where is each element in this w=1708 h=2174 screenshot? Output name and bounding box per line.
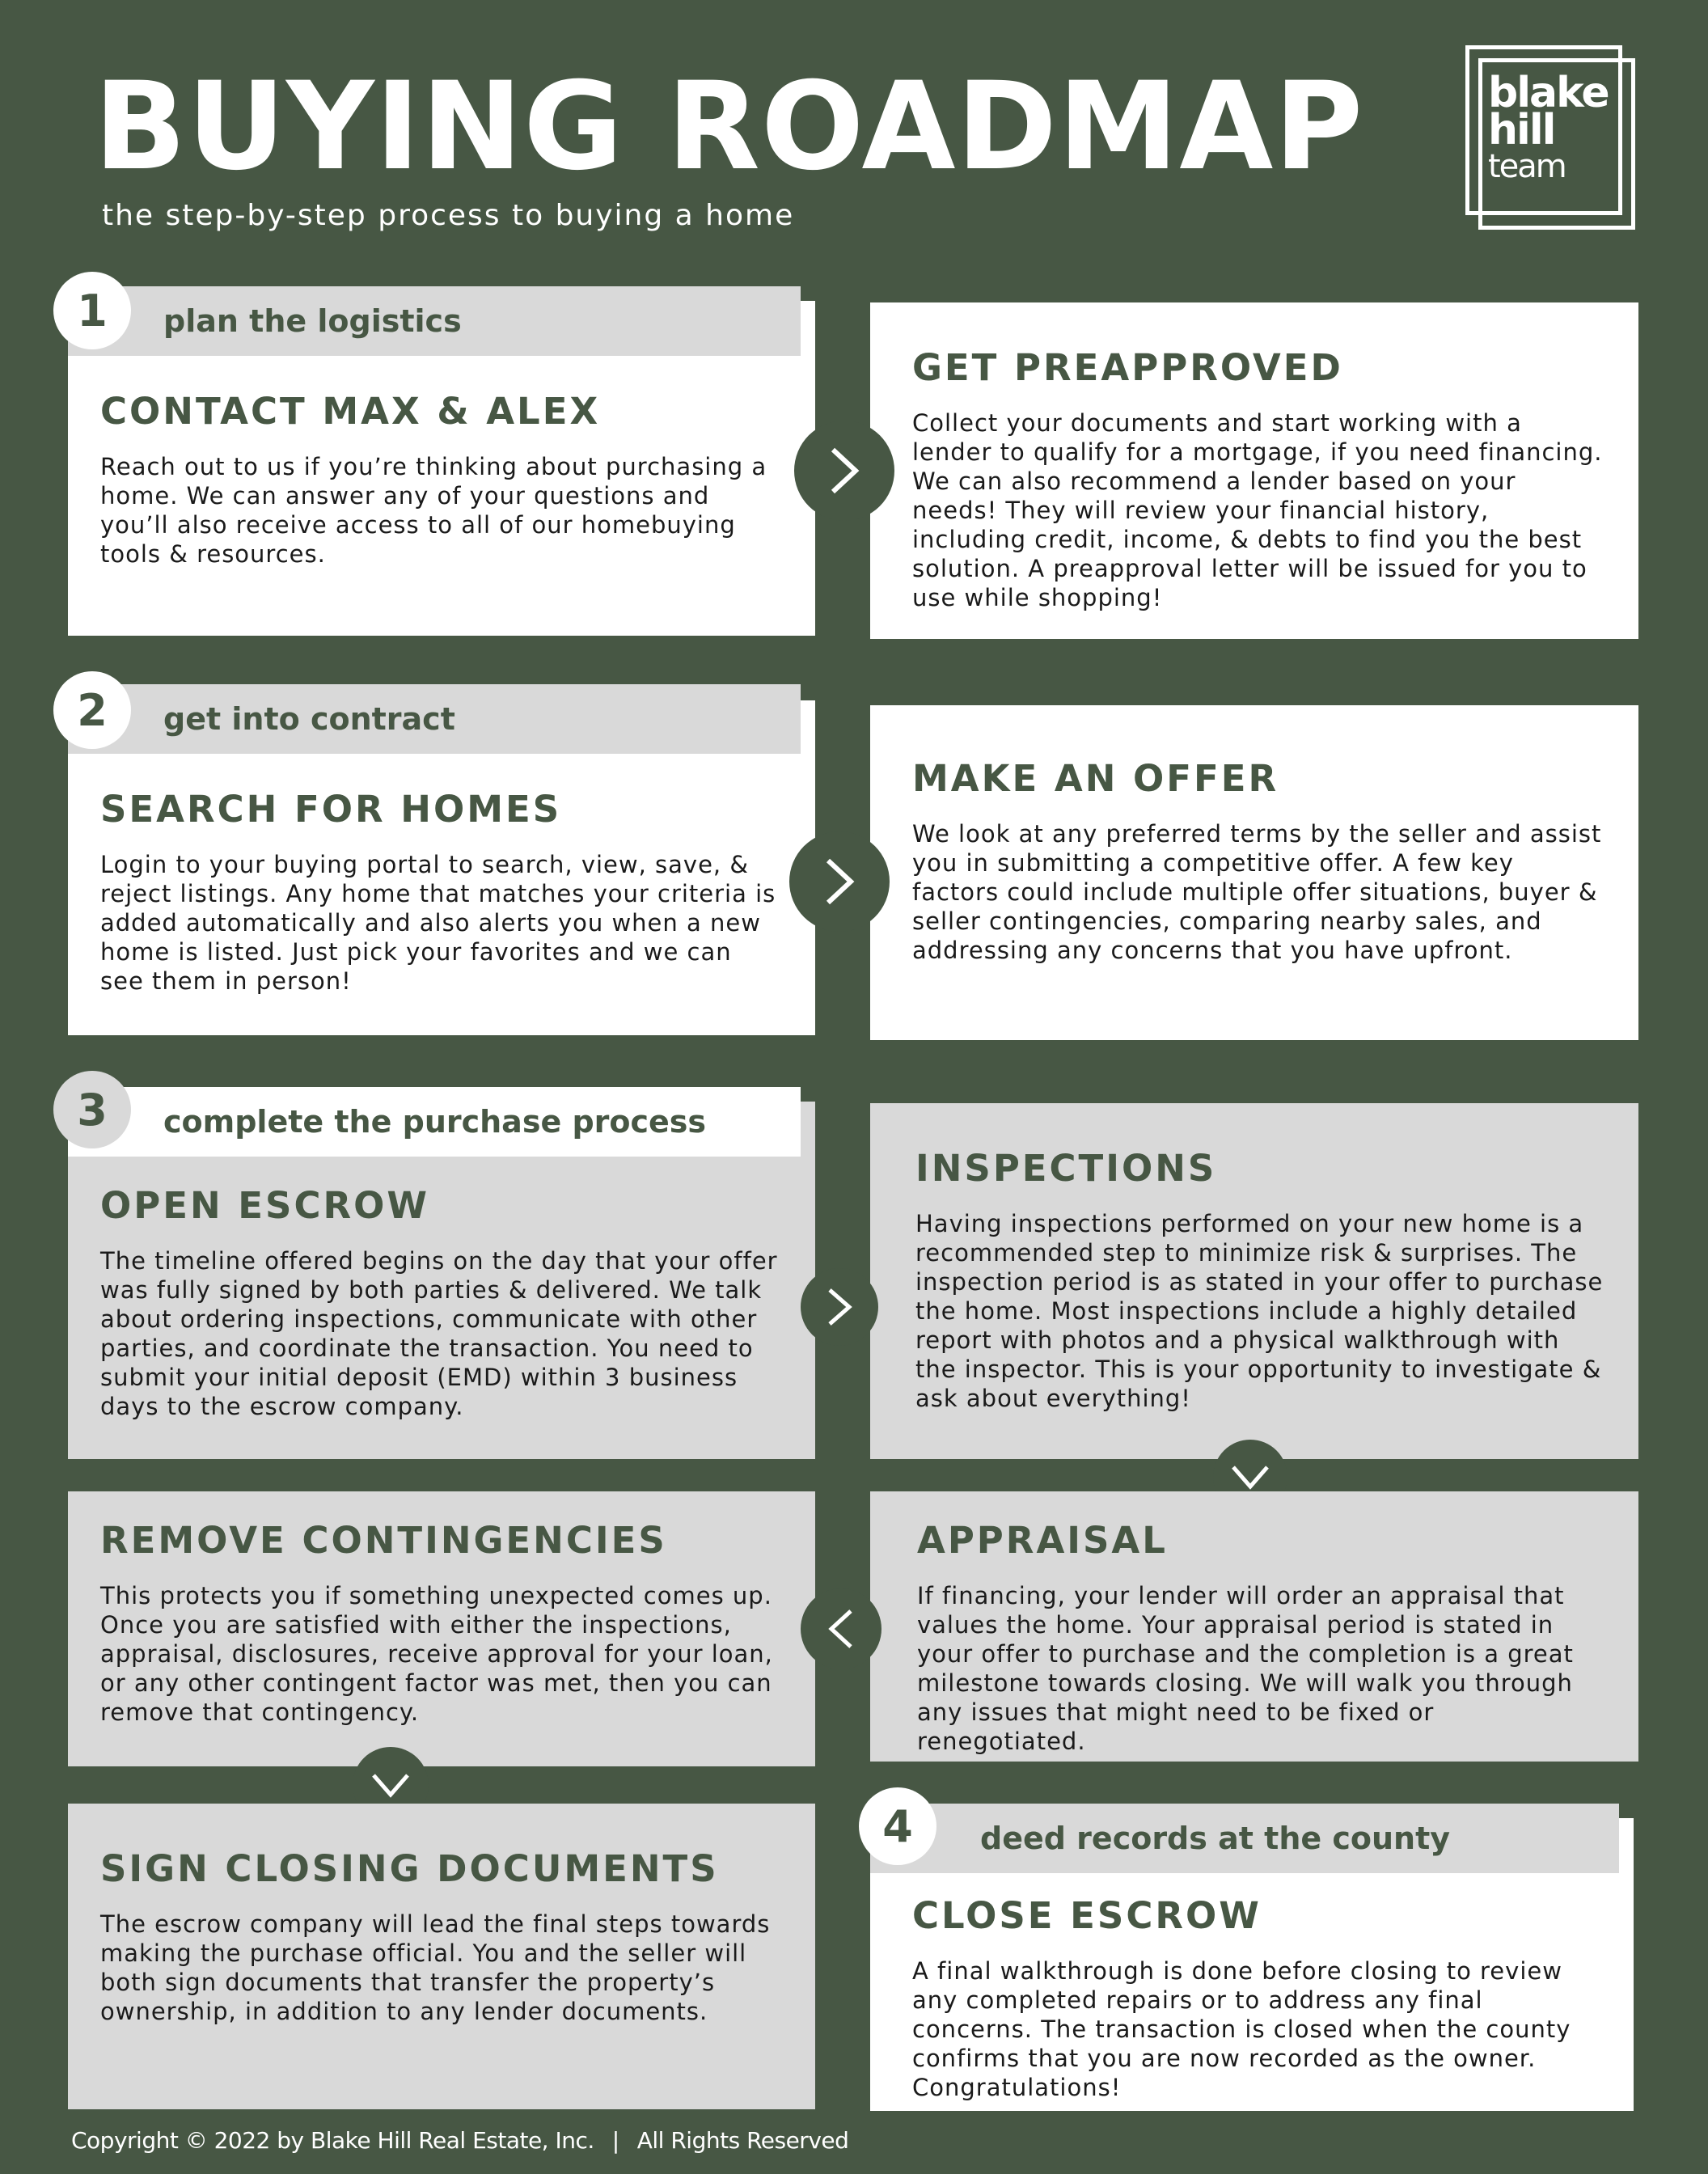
blake-hill-logo <box>1465 45 1635 230</box>
step-heading: MAKE AN OFFER <box>912 757 1279 800</box>
step-heading: INSPECTIONS <box>915 1147 1217 1190</box>
step-heading: APPRAISAL <box>917 1519 1168 1562</box>
step-body: A final walkthrough is done before closing to review any completed repairs or to address any final concerns. The transaction is closed when the county confirms that you are now recorded as the owner. Congratulations! <box>912 1957 1571 2101</box>
step-body: If financing, your lender will order an appraisal that values the home. Your appraisal period is stated in your offer to purchase and the completion is a great milestone towards closing. We will walk you through any issues that might need to be fixed or renegotiated. <box>917 1582 1574 1755</box>
chevron-down-icon <box>1230 1462 1270 1491</box>
page-subtitle: the step-by-step process to buying a home <box>102 199 795 232</box>
step-body: Collect your documents and start working with a lender to qualify for a mortgage, if you need financing. We can also recommend a lender based on your needs! They will review your financial history, including credit, income, & debts to find you the best solution. A preapproval letter will be issued for you to use while shopping! <box>912 409 1603 611</box>
step-heading: GET PREAPPROVED <box>912 346 1343 389</box>
chevron-right-icon <box>825 1287 854 1327</box>
phase-banner: plan the logistics <box>68 286 801 356</box>
phase-number-badge: 1 <box>53 272 131 349</box>
chevron-right-icon <box>822 857 857 906</box>
step-card-preapproved <box>870 302 1638 639</box>
step-body: Login to your buying portal to search, view, save, & reject listings. Any home that matches your criteria is added automatically and also alerts you when a new home is listed. Just pick your favorites and we can see them in person! <box>100 851 776 995</box>
step-heading: SEARCH FOR HOMES <box>100 788 562 831</box>
step-card-inspections <box>870 1103 1638 1459</box>
step-card-offer <box>870 705 1638 1040</box>
step-heading: CONTACT MAX & ALEX <box>100 390 601 433</box>
phase-banner: deed records at the county <box>870 1804 1619 1873</box>
step-heading: OPEN ESCROW <box>100 1184 430 1227</box>
logo-text <box>1488 69 1609 185</box>
phase-number-badge: 2 <box>53 671 131 749</box>
next-step-arrow <box>789 831 890 932</box>
step-heading: CLOSE ESCROW <box>912 1894 1262 1937</box>
step-card-closing-documents <box>68 1804 815 2109</box>
page-title: BUYING ROADMAP <box>94 57 1364 197</box>
step-card-contingencies <box>68 1491 815 1766</box>
next-step-arrow <box>794 421 894 521</box>
phase-number-badge: 4 <box>859 1787 936 1865</box>
copyright-text: Copyright © 2022 by Blake Hill Real Estate, Inc. <box>71 2127 594 2154</box>
chevron-down-icon <box>370 1770 411 1800</box>
step-body: This protects you if something unexpected comes up. Once you are satisfied with either the inspections, appraisal, disclosures, receive approval for your loan, or any other contingent factor was met, then you can remove that contingency. <box>100 1582 773 1726</box>
previous-step-arrow <box>801 1588 881 1669</box>
logo-word: blake <box>1488 69 1609 117</box>
chevron-right-icon <box>827 446 862 495</box>
logo-word: team <box>1488 148 1566 185</box>
step-heading: REMOVE CONTINGENCIES <box>100 1519 667 1562</box>
step-body: We look at any preferred terms by the seller and assist you in submitting a competitive offer. A few key factors could include multiple offer situations, buyer & seller contingencies, comparing nearby sales, and addressing any concerns that you have upfront. <box>912 820 1602 964</box>
step-body: The escrow company will lead the final steps towards making the purchase official. You and the seller will both sign documents that transfer the property’s ownership, in addition to any lender documents. <box>100 1910 771 2025</box>
rights-text: All Rights Reserved <box>636 2127 849 2154</box>
step-body: Having inspections performed on your new home is a recommended step to minimize risk & surprises. The inspection period is as stated in your offer to purchase the home. Most inspections include a highly detailed report with photos and a physical walkthrough with the inspector. This is your opportunity to investigate & ask about everything! <box>915 1210 1604 1412</box>
phase-banner: complete the purchase process <box>68 1087 801 1157</box>
step-heading: SIGN CLOSING DOCUMENTS <box>100 1847 719 1890</box>
footer-separator: | <box>611 2127 619 2154</box>
step-body: Reach out to us if you’re thinking about purchasing a home. We can answer any of your questions and you’ll also receive access to all of our homebuying tools & resources. <box>100 453 767 568</box>
phase-banner: get into contract <box>68 684 801 754</box>
logo-word: hill <box>1488 106 1555 154</box>
step-body: The timeline offered begins on the day that your offer was fully signed by both parties & delivered. We talk about ordering inspections, communicate with other parties, and coordinate the transaction. You need to submit your initial deposit (EMD) within 3 business days to the escrow company. <box>100 1247 778 1420</box>
chevron-left-icon <box>827 1608 856 1650</box>
footer <box>71 2127 848 2154</box>
next-step-arrow <box>801 1268 878 1346</box>
step-card-appraisal <box>870 1491 1638 1762</box>
phase-number-badge: 3 <box>53 1071 131 1148</box>
